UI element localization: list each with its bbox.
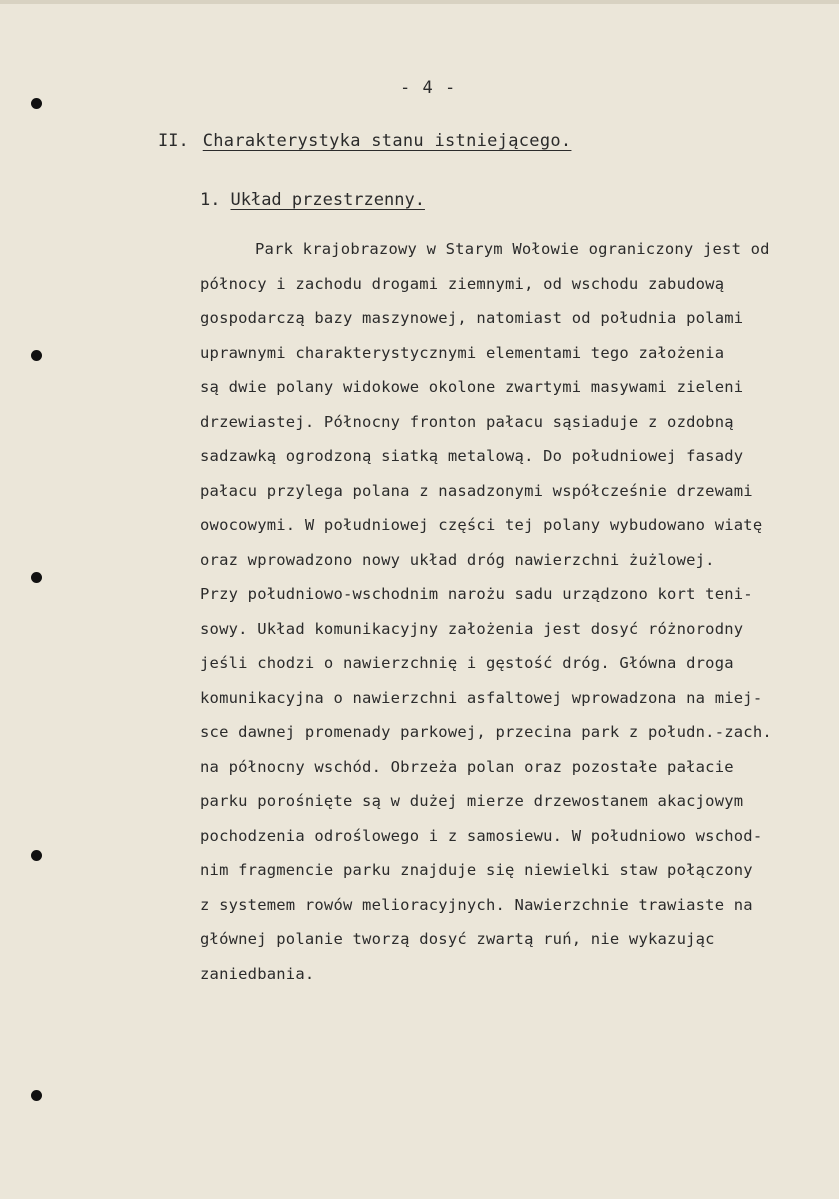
page-number: - 4 - <box>400 78 457 98</box>
paragraph-line: zaniedbania. <box>200 964 315 983</box>
body-paragraph <box>200 232 820 991</box>
paragraph-line: sadzawką ogrodzoną siatką metalową. Do południowej fasady <box>200 447 744 465</box>
paragraph-line: drzewiastej. Północny fronton pałacu sąsiaduje z ozdobną <box>200 412 734 431</box>
subsection-heading <box>200 190 425 210</box>
punch-hole-icon <box>31 850 42 861</box>
paragraph-line: na północny wschód. Obrzeża polan oraz pozostałe pałacie <box>200 757 734 776</box>
paragraph-line: są dwie polany widokowe okolone zwartymi masywami zieleni <box>200 378 744 396</box>
punch-hole-icon <box>31 350 42 361</box>
page-top-edge <box>0 0 839 4</box>
paragraph-line: komunikacyjna o nawierzchni asfaltowej wprowadzona na miej- <box>200 688 763 707</box>
section-heading <box>158 131 571 151</box>
paragraph-line: pałacu przylega polana z nasadzonymi współcześnie drzewami <box>200 481 753 500</box>
paragraph-line: uprawnymi charakterystycznymi elementami tego założenia <box>200 343 725 362</box>
section-number: II. <box>158 131 189 151</box>
subsection-title: Układ przestrzenny. <box>230 190 425 210</box>
paragraph-line: północy i zachodu drogami ziemnymi, od wschodu zabudową <box>200 274 725 293</box>
paragraph-line: gospodarczą bazy maszynowej, natomiast od południa polami <box>200 309 744 327</box>
subsection-number: 1. <box>200 190 221 210</box>
paragraph-line: nim fragmencie parku znajduje się niewielki staw połączony <box>200 861 753 879</box>
paragraph-line: oraz wprowadzono nowy układ dróg nawierzchni żużlowej. <box>200 550 715 569</box>
paragraph-line: sce dawnej promenady parkowej, przecina park z połudn.-zach. <box>200 723 772 741</box>
paragraph-line: owocowymi. W południowej części tej polany wybudowano wiatę <box>200 516 763 534</box>
paragraph-line: głównej polanie tworzą dosyć zwartą ruń, nie wykazując <box>200 930 715 948</box>
paragraph-line: Przy południowo-wschodnim narożu sadu urządzono kort teni- <box>200 585 753 603</box>
paragraph-line: sowy. Układ komunikacyjny założenia jest dosyć różnorodny <box>200 619 744 638</box>
paragraph-line: parku porośnięte są w dużej mierze drzewostanem akacjowym <box>200 792 744 810</box>
paragraph-line: jeśli chodzi o nawierzchnię i gęstość dróg. Główna droga <box>200 654 734 672</box>
paragraph-line: pochodzenia odroślowego i z samosiewu. W południowo wschod- <box>200 826 763 845</box>
paragraph-line: z systemem rowów melioracyjnych. Nawierzchnie trawiaste na <box>200 895 753 914</box>
section-title: Charakterystyka stanu istniejącego. <box>202 131 572 151</box>
punch-hole-icon <box>31 1090 42 1101</box>
punch-hole-icon <box>31 572 42 583</box>
punch-hole-icon <box>31 98 42 109</box>
paragraph-line: Park krajobrazowy w Starym Wołowie ograniczony jest od <box>255 240 770 258</box>
